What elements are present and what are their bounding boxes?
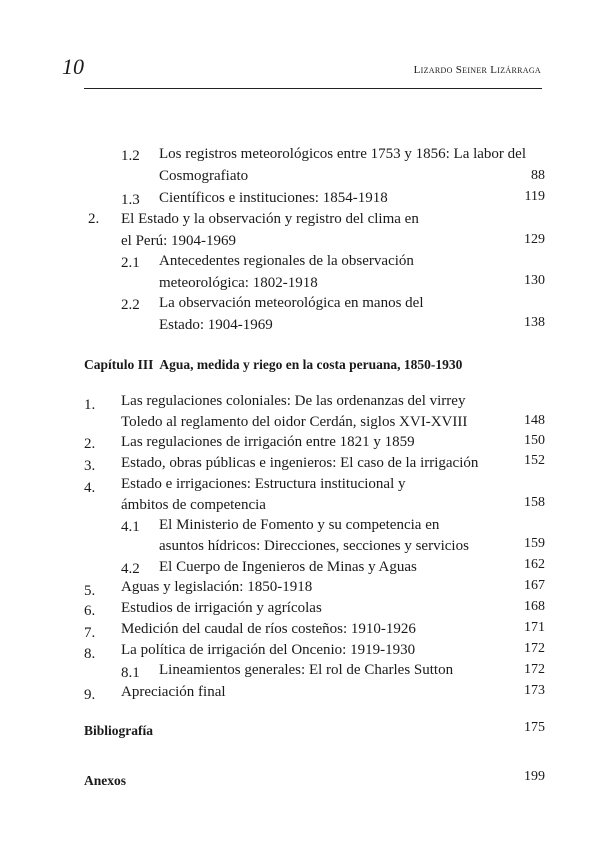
toc-entry-number: 9. <box>84 687 96 703</box>
toc-entry-text: meteorológica: 1802-1918 <box>159 275 318 291</box>
toc-entry-number: 1. <box>84 397 96 413</box>
annexes-label: Anexos <box>84 773 127 788</box>
toc-entry-page: 88 <box>531 168 545 183</box>
toc-entry-text: Las regulaciones coloniales: De las ordenanzas del virrey <box>121 393 466 409</box>
toc-entry-page: 159 <box>524 536 545 551</box>
toc-entry-page: 167 <box>524 578 545 593</box>
toc-entry-text: Apreciación final <box>121 684 226 700</box>
toc-entry-text: La observación meteorológica en manos del <box>159 295 424 311</box>
chapter-heading <box>84 357 462 373</box>
toc-entry-page: 173 <box>524 683 545 698</box>
toc-entry-number: 2.2 <box>121 297 140 313</box>
annexes-page: 199 <box>524 769 545 784</box>
toc-entry-page: 172 <box>524 641 545 656</box>
toc-entry-page: 119 <box>524 189 545 204</box>
toc-entry-text: asuntos hídricos: Direcciones, secciones y servicios <box>159 538 469 554</box>
toc-entry-page: 168 <box>524 599 545 614</box>
toc-entry-number: 4.2 <box>121 561 140 577</box>
running-head: Lizardo Seiner Lizárraga <box>413 64 541 76</box>
toc-entry-text: Las regulaciones de irrigación entre 1821 y 1859 <box>121 434 415 450</box>
toc-entry-number: 8.1 <box>121 665 140 681</box>
bibliography-label: Bibliografía <box>84 723 154 738</box>
toc-entry-text: Aguas y legislación: 1850-1918 <box>121 579 313 595</box>
toc-entry-number: 1.2 <box>121 148 140 164</box>
toc-entry-number: 5. <box>84 583 96 599</box>
toc-entry-number: 2. <box>88 211 100 227</box>
toc-entry-text: El Estado y la observación y registro del clima en <box>121 211 419 227</box>
toc-entry-number: 3. <box>84 458 96 474</box>
toc-entry-page: 129 <box>524 232 545 247</box>
toc-entry-number: 4. <box>84 480 96 496</box>
toc-entry-page: 171 <box>524 620 545 635</box>
toc-entry-text: El Ministerio de Fomento y su competencia en <box>159 517 440 533</box>
toc-entry-page: 172 <box>524 662 545 677</box>
toc-entry-text: ámbitos de competencia <box>121 497 266 513</box>
toc-entry-number: 2. <box>84 436 96 452</box>
toc-entry-number: 7. <box>84 625 96 641</box>
toc-entry-text: Estado, obras públicas e ingenieros: El caso de la irrigación <box>121 455 479 471</box>
toc-entry-number: 2.1 <box>121 255 140 271</box>
toc-entry-page: 130 <box>524 273 545 288</box>
toc-entry-page: 138 <box>524 315 545 330</box>
toc-entry-text: Toledo al reglamento del oidor Cerdán, siglos XVI-XVIII <box>121 414 468 430</box>
header-rule <box>84 88 542 89</box>
toc-entry-page: 158 <box>524 495 545 510</box>
toc-entry-text: Antecedentes regionales de la observación <box>159 253 414 269</box>
toc-entry-text: La política de irrigación del Oncenio: 1919-1930 <box>121 642 416 658</box>
chapter-label: Capítulo III <box>84 357 154 372</box>
page-number: 10 <box>62 54 84 79</box>
toc-entry-page: 162 <box>524 557 545 572</box>
toc-entry-text: Cosmografiato <box>159 168 249 184</box>
toc-entry-text: Científicos e instituciones: 1854-1918 <box>159 190 388 206</box>
toc-entry-number: 6. <box>84 603 96 619</box>
toc-entry-text: el Perú: 1904-1969 <box>121 233 236 249</box>
toc-entry-number: 4.1 <box>121 519 140 535</box>
toc-entry-page: 150 <box>524 433 545 448</box>
toc-entry-text: Estado e irrigaciones: Estructura institucional y <box>121 476 406 492</box>
toc-entry-text: Lineamientos generales: El rol de Charles Sutton <box>159 662 454 678</box>
toc-entry-text: Estudios de irrigación y agrícolas <box>121 600 322 616</box>
bibliography-page: 175 <box>524 720 545 735</box>
toc-entry-number: 1.3 <box>121 192 140 208</box>
toc-entry-text: Los registros meteorológicos entre 1753 y 1856: La labor del <box>159 146 526 162</box>
toc-entry-page: 152 <box>524 453 545 468</box>
toc-entry-text: Medición del caudal de ríos costeños: 1910-1926 <box>121 621 416 637</box>
toc-entry-text: El Cuerpo de Ingenieros de Minas y Aguas <box>159 559 417 575</box>
toc-entry-text: Estado: 1904-1969 <box>159 317 273 333</box>
toc-entry-page: 148 <box>524 413 545 428</box>
toc-entry-number: 8. <box>84 646 96 662</box>
chapter-title: Agua, medida y riego en la costa peruana, 1850-1930 <box>159 357 463 372</box>
